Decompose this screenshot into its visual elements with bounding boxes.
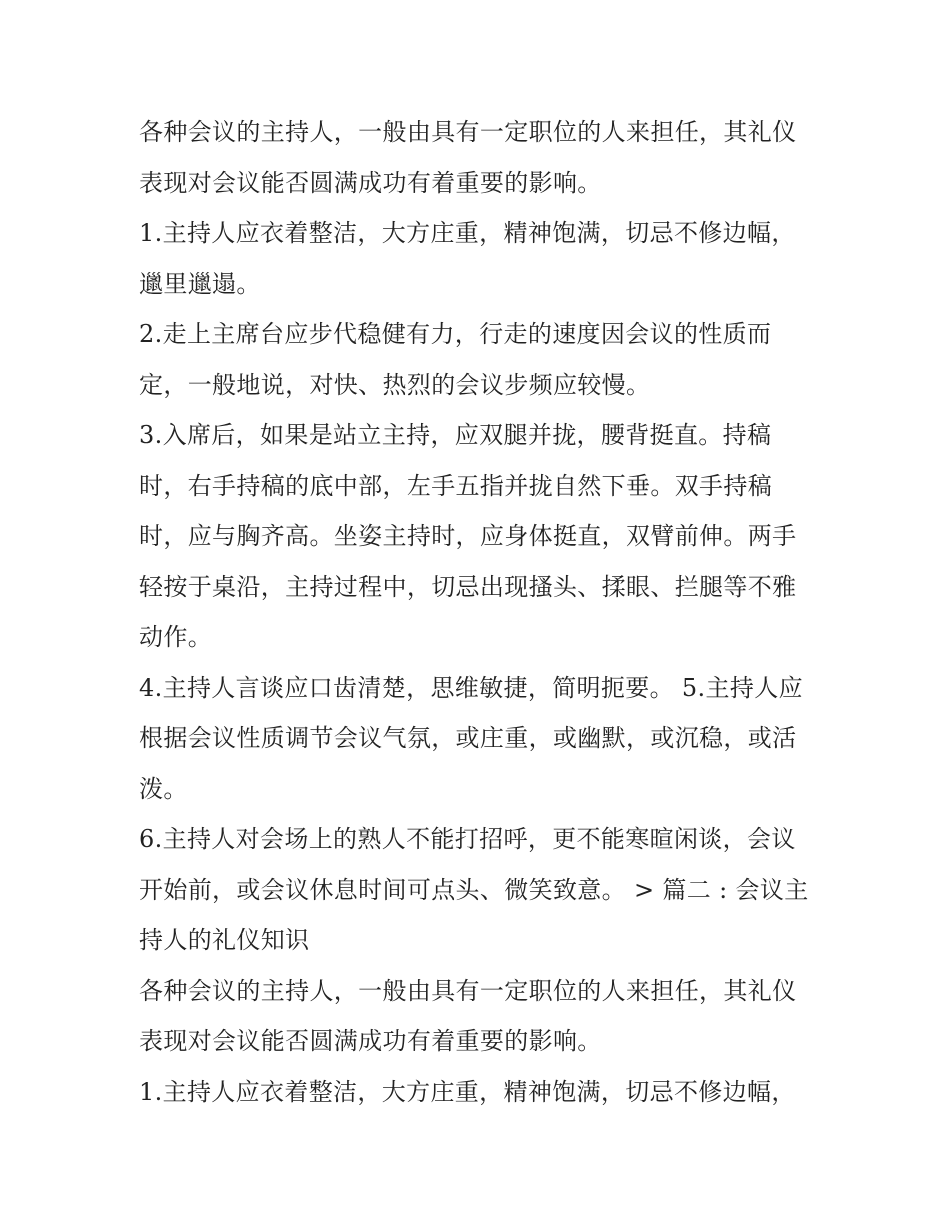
body-text: [139, 107, 819, 1117]
paragraph-item-1-repeat: 1.主持人应衣着整洁，大方庄重，精神饱满，切忌不修边幅，: [139, 1077, 796, 1106]
paragraph-item-2: 2.走上主席台应步代稳健有力，行走的速度因会议的性质而定，一般地说，对快、热烈的会议步频应较慢。: [139, 320, 772, 399]
paragraph-intro: 各种会议的主持人，一般由具有一定职位的人来担任，其礼仪表现对会议能否圆满成功有着重要的影响。: [139, 118, 797, 197]
paragraph-item-1: 1.主持人应衣着整洁，大方庄重，精神饱满，切忌不修边幅，邋里邋遢。: [139, 219, 796, 298]
paragraph-intro-repeat: 各种会议的主持人，一般由具有一定职位的人来担任，其礼仪表现对会议能否圆满成功有着重要的影响。: [139, 976, 797, 1055]
paragraph-item-4-5: 4.主持人言谈应口齿清楚，思维敏捷，简明扼要。 5.主持人应根据会议性质调节会议气氛，或庄重，或幽默，或沉稳，或活泼。: [139, 673, 803, 803]
paragraph-item-3: 3.入席后，如果是站立主持，应双腿并拢，腰背挺直。持稿时，右手持稿的底中部，左手五指并拢自然下垂。双手持稿时，应与胸齐高。坐姿主持时，应身体挺直，双臂前伸。两手轻按于桌沿，主持过程中，切忌出现搔头、揉眼、拦腿等不雅动作。: [139, 421, 797, 651]
paragraph-item-6: 6.主持人对会场上的熟人不能打招呼，更不能寒暄闲谈，会议开始前，或会议休息时间可点头、微笑致意。 > 篇二 : 会议主持人的礼仪知识: [139, 825, 809, 954]
